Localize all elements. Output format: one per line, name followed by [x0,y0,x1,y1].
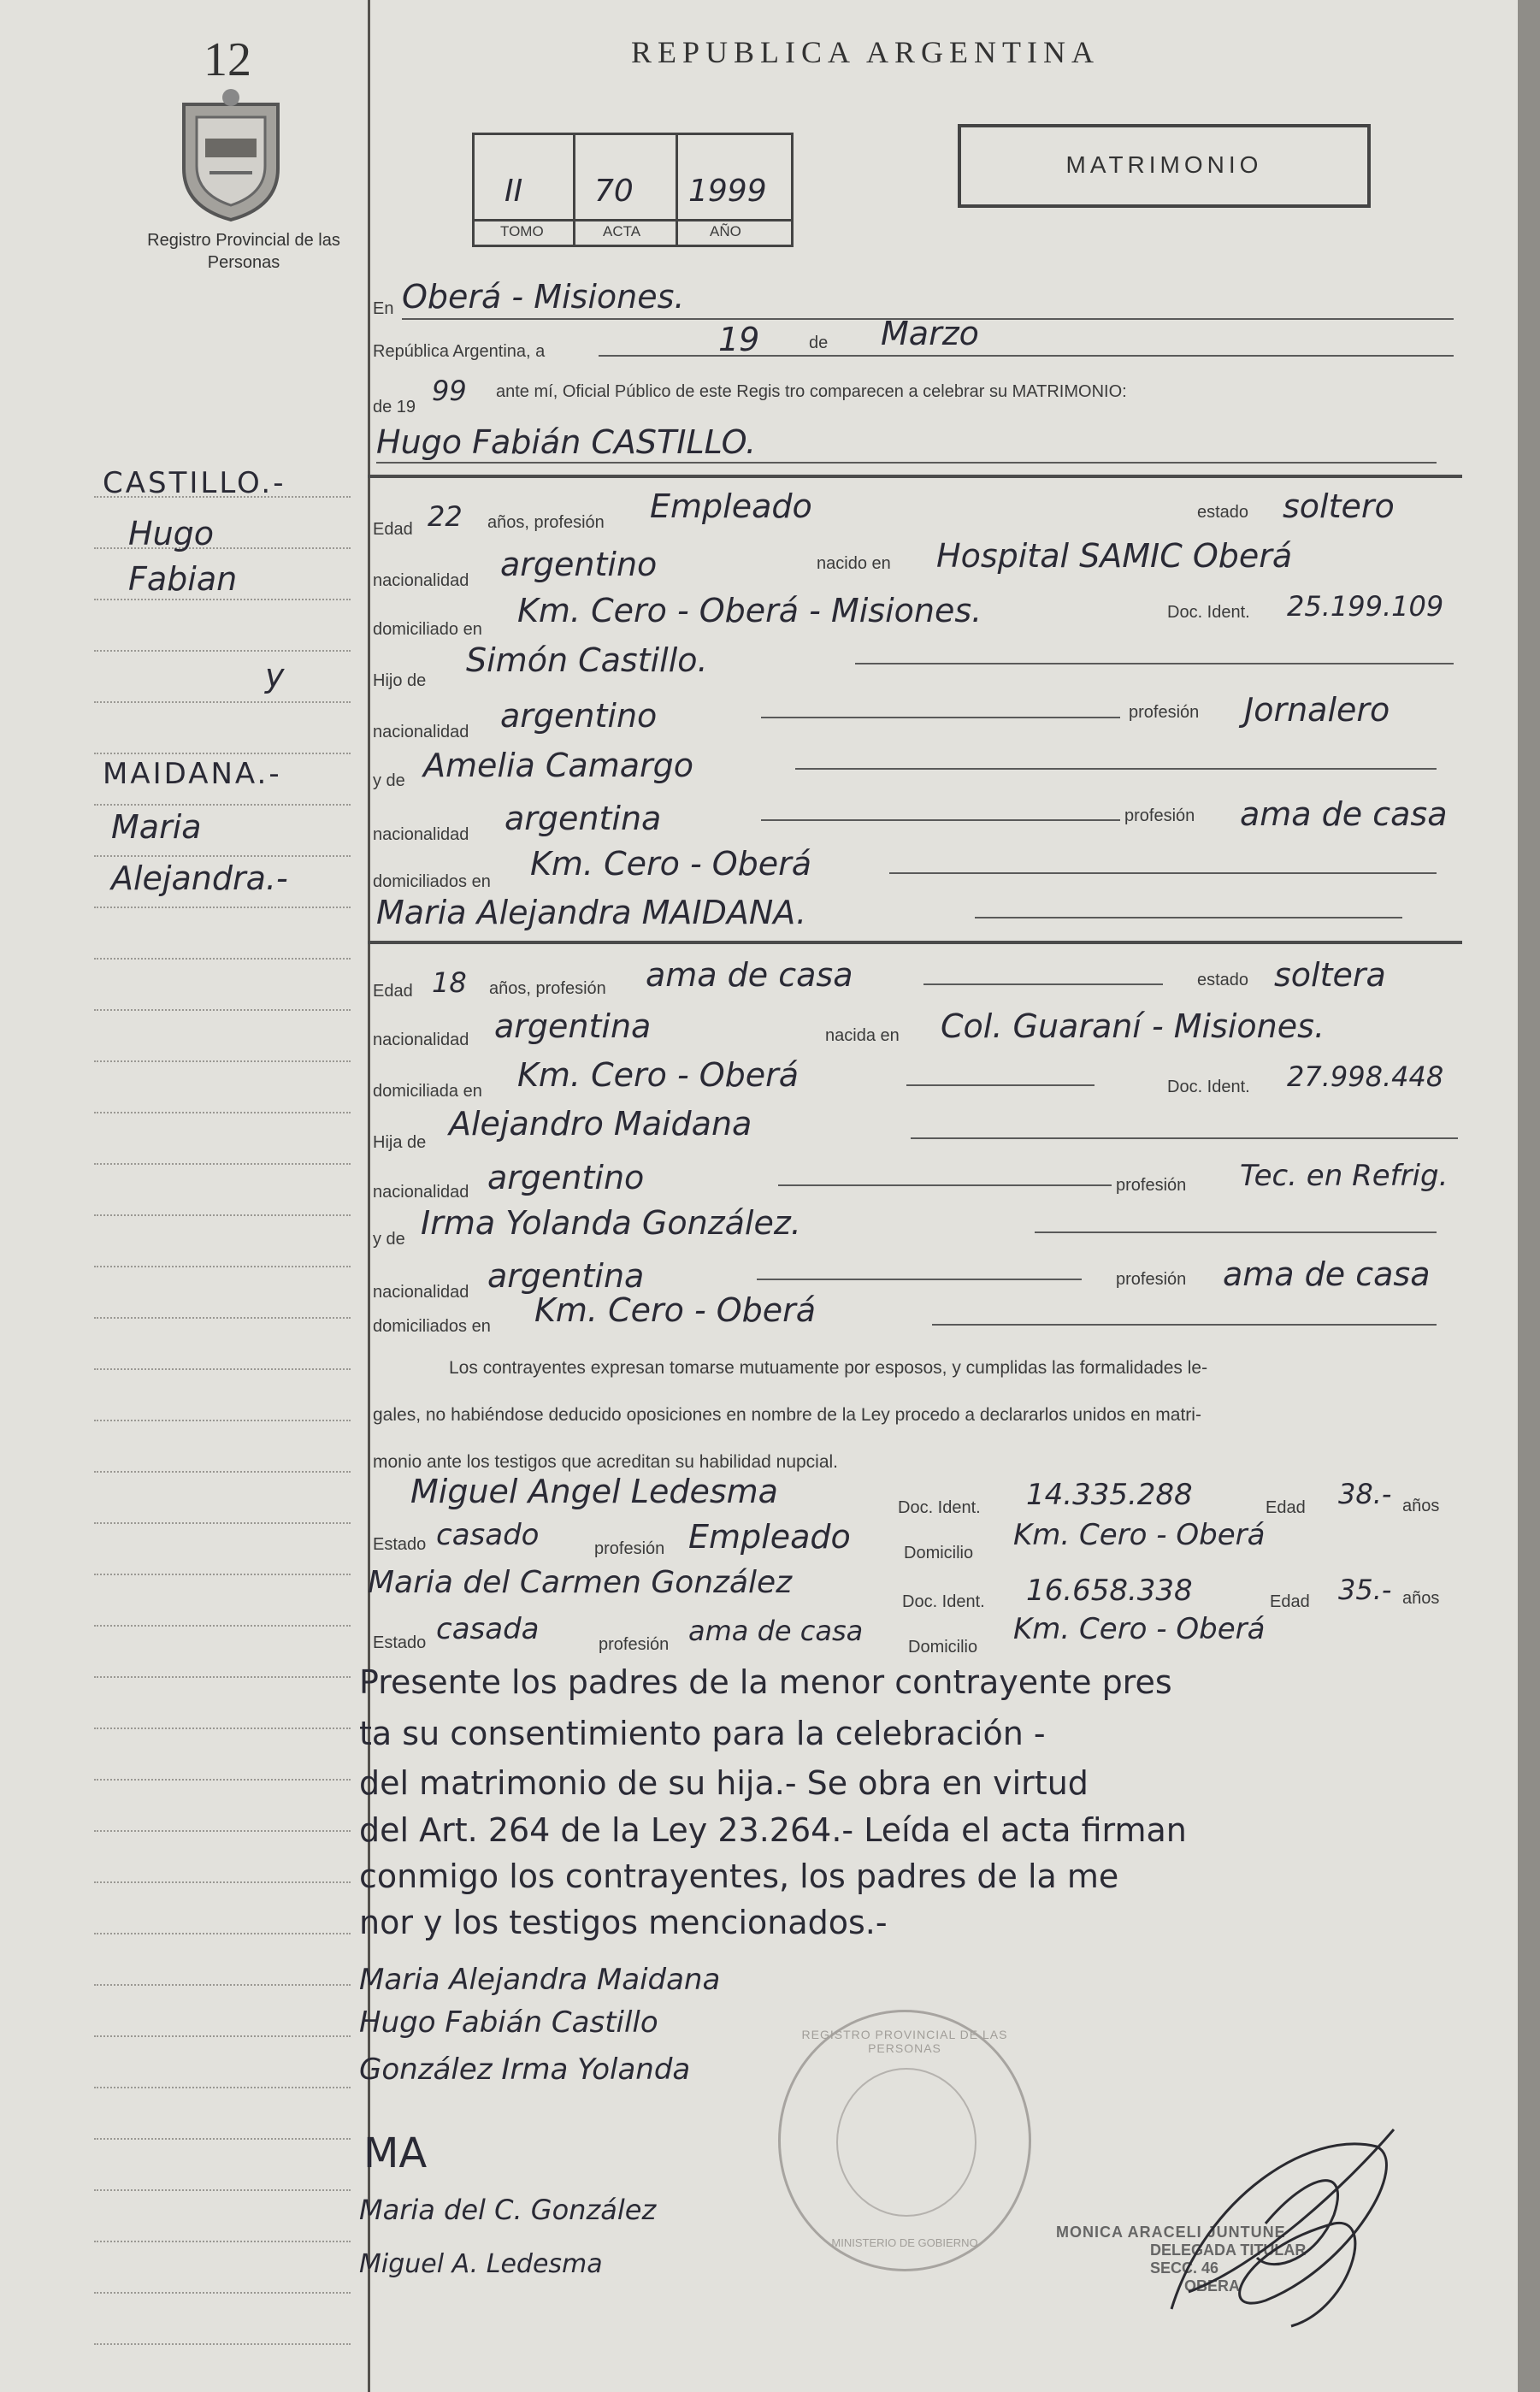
formal-text-line: monio ante los testigos que acreditan su habilidad nupcial. [373,1452,839,1472]
hw-bride-father-profession: Tec. en Refrig. [1240,1159,1449,1193]
label-domiciliados-en: domiciliados en [373,872,491,891]
hw-bride-birthplace: Col. Guaraní - Misiones. [941,1007,1325,1045]
label-estado-cap: Estado [373,1535,427,1554]
label-doc-ident: Doc. Ident. [1167,1078,1250,1096]
hw-groom-status: soltero [1283,487,1395,525]
hw-groom-mother: Amelia Camargo [423,747,693,784]
label-anos-profesion: años, profesión [487,513,605,532]
label-y-de: y de [373,771,405,790]
hw-bride-mother-profession: ama de casa [1223,1255,1431,1293]
label-y-de: y de [373,1230,405,1249]
hw-bride-parents-address: Km. Cero - Oberá [534,1291,817,1329]
label-domiciliados-en: domiciliados en [373,1317,491,1336]
margin-note-line: CASTILLO.- [103,466,286,500]
label-de-19: de 19 [373,398,416,416]
label-profesion: profesión [599,1635,670,1654]
label-nacionalidad: nacionalidad [373,571,469,590]
act-type: MATRIMONIO [1065,151,1263,178]
hw-witness2-name: Maria del Carmen González [368,1565,793,1600]
formal-text-line: gales, no habiéndose deducido oposiciones en nombre de la Ley procedo a declararlos unidos en matri- [373,1405,1201,1425]
registrar-stamp-line: MONICA ARACELI JUNTUNE [1056,2224,1286,2241]
anio-label: AÑO [710,223,741,239]
label-domiciliado-en: domiciliado en [373,620,482,639]
hw-groom-profession: Empleado [650,487,812,525]
hw-day: 19 [718,321,760,358]
signature: Maria del C. González [359,2194,657,2226]
note-line: Presente los padres de la menor contrayente pres [359,1663,1172,1701]
registry-name: Registro Provincial de las Personas [147,231,340,272]
anio-value: 1999 [688,174,767,209]
label-anos: años [1402,1589,1440,1608]
margin-note-line: Alejandra.- [111,859,288,897]
hw-bride-doc: 27.998.448 [1287,1060,1444,1093]
formal-text-line: Los contrayentes expresan tomarse mutuamente por esposos, y cumplidas las formalidades le- [449,1358,1208,1378]
note-line: del matrimonio de su hija.- Se obra en virtud [359,1764,1089,1802]
label-domicilio: Domicilio [908,1638,978,1657]
signature: González Irma Yolanda [359,2052,691,2087]
hw-bride-father: Alejandro Maidana [449,1105,752,1143]
label-de: de [809,334,829,352]
label-estado: estado [1197,971,1249,989]
hw-bride-nationality: argentina [494,1007,652,1045]
page-number: 12 [204,33,251,86]
label-doc-ident: Doc. Ident. [898,1498,981,1517]
label-anos: años [1402,1497,1440,1515]
book-binding [1518,0,1540,2392]
label-nacionalidad: nacionalidad [373,1031,469,1049]
label-profesion: profesión [1116,1176,1187,1195]
official-seal-stamp [778,2010,1031,2271]
registrar-stamp-line: OBERA [1184,2277,1241,2295]
registrar-stamp-line: SECC. 46 [1150,2259,1219,2277]
label-edad: Edad [1266,1498,1306,1517]
label-anos-profesion: años, profesión [489,979,606,998]
hw-groom-age: 22 [428,500,463,533]
tomo-value: II [504,174,523,209]
label-nacido-en: nacido en [817,554,891,573]
margin-note-line: Maria [111,808,202,846]
label-edad: Edad [373,982,413,1001]
hw-bride-profession: ama de casa [646,956,853,994]
hw-year: 99 [432,375,467,407]
hw-groom-birthplace: Hospital SAMIC Oberá [936,537,1293,575]
hw-witness1-doc: 14.335.288 [1026,1478,1193,1512]
label-nacida-en: nacida en [825,1026,900,1045]
hw-witness1-name: Miguel Angel Ledesma [410,1473,778,1510]
hw-groom-parents-address: Km. Cero - Oberá [530,845,812,883]
label-domiciliada-en: domiciliada en [373,1082,482,1101]
label-doc-ident: Doc. Ident. [1167,603,1250,622]
note-line: conmigo los contrayentes, los padres de la me [359,1857,1119,1895]
hw-bride-mother: Irma Yolanda González. [421,1204,801,1242]
coat-of-arms-icon [175,87,286,224]
hw-witness2-age: 35.- [1338,1574,1392,1606]
hw-witness1-profession: Empleado [688,1518,851,1556]
hw-place: Oberá - Misiones. [402,278,685,316]
label-doc-ident: Doc. Ident. [902,1592,985,1611]
margin-note-line: MAIDANA.- [103,757,282,791]
hw-groom-doc: 25.199.109 [1287,590,1444,623]
label-nacionalidad: nacionalidad [373,1183,469,1202]
hw-witness1-age: 38.- [1338,1478,1392,1510]
hw-groom-father: Simón Castillo. [466,641,708,679]
acta-label: ACTA [603,223,641,239]
signature: MA [363,2129,428,2177]
signature: Miguel A. Ledesma [359,2249,603,2279]
hw-month: Marzo [881,315,979,352]
hw-bride-father-nationality: argentino [487,1159,645,1196]
label-profesion: profesión [1124,806,1195,825]
hw-groom-father-nationality: argentino [500,697,658,735]
label-hija-de: Hija de [373,1133,427,1152]
margin-note-line: Fabian [128,560,238,598]
record-box [472,133,794,247]
hw-bride-mother-nationality: argentina [487,1257,645,1295]
note-line: nor y los testigos mencionados.- [359,1904,888,1941]
hw-groom-mother-profession: ama de casa [1240,795,1448,833]
note-line: ta su consentimiento para la celebración - [359,1715,1046,1752]
label-estado: estado [1197,503,1249,522]
acta-value: 70 [594,174,634,209]
signature: Hugo Fabián Castillo [359,2005,658,2040]
hw-witness2-status: casada [436,1612,540,1646]
label-en: En [373,299,394,318]
hw-bride-address: Km. Cero - Oberá [517,1056,800,1094]
hw-groom-nationality: argentino [500,546,658,583]
seal-bottom-text: MINISTERIO DE GOBIERNO [831,2236,978,2249]
signature: Maria Alejandra Maidana [359,1963,721,1997]
hw-bride-age: 18 [432,966,467,999]
hw-witness1-address: Km. Cero - Oberá [1013,1518,1266,1552]
hw-witness2-doc: 16.658.338 [1026,1574,1193,1608]
hw-bride-status: soltera [1274,956,1386,994]
label-domicilio: Domicilio [904,1544,974,1562]
label-ante-mi: ante mí, Oficial Público de este Regis tro comparecen a celebrar su MATRIMONIO: [496,382,1127,401]
hw-groom-name: Hugo Fabián CASTILLO. [376,423,757,461]
label-nacionalidad: nacionalidad [373,1283,469,1302]
registrar-stamp-line: DELEGADA TITULAR [1150,2241,1307,2259]
label-estado-cap: Estado [373,1633,427,1652]
country-title: REPUBLICA ARGENTINA [631,35,1100,69]
act-type-box [958,124,1371,208]
hw-groom-mother-nationality: argentina [504,800,662,837]
label-edad: Edad [373,520,413,539]
hw-witness2-profession: ama de casa [688,1615,864,1647]
hw-bride-name: Maria Alejandra MAIDANA. [376,894,807,931]
margin-note-line: Hugo [128,515,215,552]
label-profesion: profesión [594,1539,665,1558]
seal-text: REGISTRO PROVINCIAL DE LAS PERSONAS [801,2028,1008,2055]
margin-note-line: y [265,657,285,694]
note-line: del Art. 264 de la Ley 23.264.- Leída el acta firman [359,1811,1187,1849]
label-nacionalidad: nacionalidad [373,723,469,741]
label-edad: Edad [1270,1592,1310,1611]
tomo-label: TOMO [500,223,544,239]
label-profesion: profesión [1116,1270,1187,1289]
registrar-signature-icon [1137,2095,1419,2352]
hw-witness2-address: Km. Cero - Oberá [1013,1612,1266,1646]
hw-groom-address: Km. Cero - Oberá - Misiones. [517,592,982,629]
label-hijo-de: Hijo de [373,671,427,690]
hw-witness1-status: casado [436,1518,540,1552]
label-profesion: profesión [1129,703,1200,722]
label-republica: República Argentina, a [373,342,546,361]
label-nacionalidad: nacionalidad [373,825,469,844]
hw-groom-father-profession: Jornalero [1244,691,1390,729]
